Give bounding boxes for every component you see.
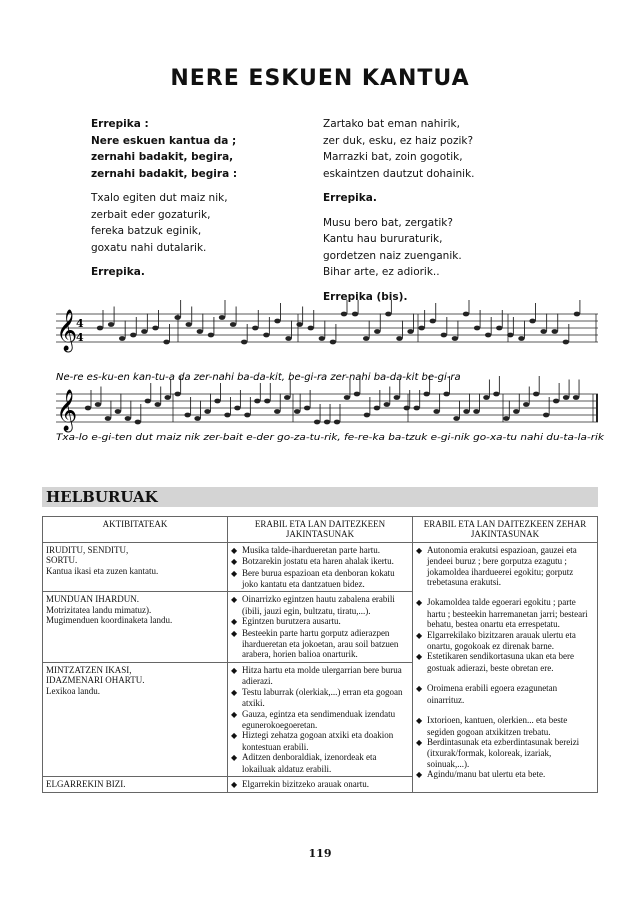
- activity-line: Mugimenduen koordinaketa landu.: [46, 615, 173, 626]
- lyric-line: Musu bero bat, zergatik?: [323, 216, 453, 229]
- note-head: [314, 420, 320, 425]
- knowledge-item: ◆ Hitza hartu eta molde ulergarrian bere burua adierazi.: [231, 664, 402, 687]
- note-head: [115, 409, 121, 414]
- note-head: [352, 312, 358, 317]
- music-score: [48, 300, 608, 450]
- diamond-bullet-icon: ◆: [416, 737, 423, 747]
- diamond-bullet-icon: ◆: [416, 545, 423, 555]
- diamond-bullet-icon: ◆: [231, 568, 238, 578]
- lyric-line: goxatu nahi dutalarik.: [91, 241, 207, 254]
- note-head: [433, 409, 439, 414]
- note-head: [119, 336, 125, 341]
- note-head: [523, 402, 529, 407]
- stanza: [91, 116, 291, 182]
- note-head: [186, 322, 192, 327]
- staff-1: [56, 314, 598, 342]
- activity-cell: [43, 542, 228, 592]
- note-head: [125, 416, 131, 421]
- note-head: [423, 392, 429, 397]
- activity-line: MUNDUAN IHARDUN.: [46, 594, 139, 605]
- activity-line: Kantua ikasi eta zuzen kantatu.: [46, 565, 159, 576]
- activity-line: SORTU.: [46, 555, 78, 566]
- note-head: [463, 409, 469, 414]
- note-head: [244, 413, 250, 418]
- time-signature-top: 4: [76, 317, 84, 330]
- knowledge-item: ◆ Gauza, egintza eta sendimenduak izendatu egunerokoegoeretan.: [231, 708, 396, 730]
- note-head: [263, 333, 269, 338]
- lyrics-right-column: [323, 116, 533, 313]
- note-head: [274, 409, 280, 414]
- lyric-line: zerbait eder gozaturik,: [91, 208, 211, 221]
- activity-line: Lexikoa landu.: [46, 685, 100, 696]
- note-head: [443, 392, 449, 397]
- diamond-bullet-icon: ◆: [416, 770, 423, 780]
- note-head: [404, 406, 410, 411]
- note-head: [252, 326, 258, 331]
- activity-line: ELGARREKIN BIZI.: [46, 778, 126, 789]
- note-head: [374, 329, 380, 334]
- note-head: [319, 336, 325, 341]
- stanza: [323, 116, 533, 182]
- knowledge-item: ◆ Oinarrizko egintzen hautu zabalena erabili (ibili, jauzi egin, bultzatu, tiratu,...).: [231, 594, 395, 616]
- diamond-bullet-icon: ◆: [231, 545, 238, 555]
- knowledge-cell: [228, 542, 413, 592]
- note-head: [108, 322, 114, 327]
- note-head: [540, 329, 546, 334]
- knowledge-cell: [228, 592, 413, 662]
- diamond-bullet-icon: ◆: [231, 628, 238, 638]
- knowledge-item: ◆ Elgarrekin bizitzeko arauak onartu.: [231, 778, 369, 789]
- lyrics-left-column: [91, 116, 291, 289]
- note-head: [503, 416, 509, 421]
- note-head: [141, 329, 147, 334]
- lyric-line: Errepika.: [91, 266, 145, 278]
- lyric-line: zernahi badakit, begira :: [91, 167, 238, 180]
- note-head: [105, 416, 111, 421]
- note-head: [394, 395, 400, 400]
- diamond-bullet-icon: ◆: [416, 598, 423, 608]
- note-head: [543, 413, 549, 418]
- note-head: [204, 409, 210, 414]
- note-head: [224, 413, 230, 418]
- note-head: [294, 409, 300, 414]
- table-body: [43, 542, 598, 793]
- note-head: [384, 402, 390, 407]
- note-head: [413, 406, 419, 411]
- note-head: [496, 326, 502, 331]
- note-head: [485, 333, 491, 338]
- table-header: AKTIBITATEAK: [43, 517, 228, 543]
- note-head: [452, 336, 458, 341]
- diamond-bullet-icon: ◆: [416, 652, 423, 662]
- lyric-line: eskaintzen dautzut dohainik.: [323, 167, 475, 180]
- knowledge-item: ◆ Bere burua espazioan eta denboran kokatu joko kantatu eta dantzatuen bidez.: [231, 567, 395, 590]
- diamond-bullet-icon: ◆: [231, 731, 238, 741]
- knowledge-cell: [228, 776, 413, 792]
- note-head: [573, 395, 579, 400]
- note-head: [85, 406, 91, 411]
- note-head: [374, 406, 380, 411]
- table-row: [43, 542, 598, 592]
- note-head: [230, 322, 236, 327]
- note-head: [463, 312, 469, 317]
- activity-line: IRUDITU, SENDITU,: [46, 544, 129, 555]
- note-head: [474, 326, 480, 331]
- treble-clef-icon: 𝄞: [56, 310, 78, 351]
- diamond-bullet-icon: ◆: [231, 617, 238, 627]
- note-head: [563, 395, 569, 400]
- cross-knowledge-item: ◆ Agindu/manu bat ulertu eta bete.: [416, 769, 546, 780]
- note-head: [296, 322, 302, 327]
- note-head: [234, 406, 240, 411]
- note-head: [441, 333, 447, 338]
- lyric-line: zernahi badakit, begira,: [91, 151, 234, 163]
- note-head: [285, 336, 291, 341]
- activity-line: IDAZMENARI OHARTU.: [46, 675, 145, 686]
- activity-line: Motrizitatea landu mimatuz).: [46, 604, 152, 615]
- note-head: [164, 395, 170, 400]
- knowledge-item: ◆ Musika talde-ihardueretan parte hartu.: [231, 544, 380, 555]
- note-head: [184, 413, 190, 418]
- note-head: [363, 336, 369, 341]
- time-signature-bottom: 4: [76, 331, 84, 344]
- activity-cell: [43, 662, 228, 776]
- note-head: [214, 399, 220, 404]
- lyric-line: Errepika :: [91, 118, 149, 130]
- note-head: [155, 402, 161, 407]
- knowledge-item: ◆ Botzarekin jostatu eta haren ahalak ikertu.: [231, 556, 394, 567]
- lyric-line: Zartako bat eman nahirik,: [323, 118, 460, 130]
- note-head: [241, 340, 247, 345]
- stanza: [323, 190, 533, 207]
- cross-knowledge-cell: [413, 542, 598, 793]
- lyric-line: Errepika.: [323, 192, 377, 204]
- staff-2: [56, 394, 598, 422]
- staff-2-notes: [85, 376, 579, 424]
- diamond-bullet-icon: ◆: [416, 684, 423, 694]
- section-heading: HELBURUAK: [42, 487, 598, 507]
- table-header: ERABIL ETA LAN DAITEZKEEN JAKINTASUNAK: [228, 517, 413, 543]
- cross-knowledge-item: ◆ Oroimena erabili egoera ezagunetan oinarrituz.: [416, 683, 558, 705]
- note-head: [308, 326, 314, 331]
- note-head: [274, 319, 280, 324]
- note-head: [574, 312, 580, 317]
- table-header: ERABIL ETA LAN DAITEZKEEN ZEHAR JAKINTASUNAK: [413, 517, 598, 543]
- treble-clef-icon: 𝄞: [56, 390, 78, 431]
- note-head: [341, 312, 347, 317]
- note-head: [264, 399, 270, 404]
- knowledge-cell: [228, 662, 413, 776]
- note-head: [304, 406, 310, 411]
- note-head: [284, 395, 290, 400]
- cross-knowledge-item: ◆ Jokamoldea talde egoerari egokitu ; parte hartu ; besteekin harremanetan jarri; besteari behatu, bestea onartu eta errespetatu.: [416, 597, 588, 630]
- stanza: [91, 264, 291, 281]
- cross-knowledge-item: ◆ Estetikaren sendikortasuna ukan eta bere gostuak adierazi, beste obretan ere.: [416, 651, 574, 673]
- note-head: [430, 319, 436, 324]
- note-head: [453, 416, 459, 421]
- note-head: [97, 326, 103, 331]
- diamond-bullet-icon: ◆: [416, 716, 423, 726]
- note-head: [208, 333, 214, 338]
- note-head: [513, 409, 519, 414]
- staff-1-lyrics: Ne-re es-ku-en kan-tu-a da zer-nahi ba-da-kit, be-gi-ra zer-nahi ba-da-kit be-gi-ra: [56, 372, 461, 383]
- note-head: [324, 420, 330, 425]
- note-head: [493, 392, 499, 397]
- note-head: [197, 329, 203, 334]
- page-title: NERE ESKUEN KANTUA: [170, 66, 470, 91]
- diamond-bullet-icon: ◆: [231, 687, 238, 697]
- staff-2-lyrics: Txa-lo e-gi-ten dut maiz nik zer-bait e-der go-za-tu-rik, fe-re-ka ba-tzuk e-gi-nik go-xa-tu nahi du-ta-la-rik: [56, 433, 605, 443]
- note-head: [418, 326, 424, 331]
- lyric-line: Nere eskuen kantua da ;: [91, 134, 237, 147]
- note-head: [194, 416, 200, 421]
- lyric-line: gordetzen naiz zuenganik.: [323, 249, 462, 262]
- note-head: [473, 409, 479, 414]
- stanza: [91, 190, 291, 256]
- page-number: 119: [308, 847, 332, 860]
- note-head: [95, 402, 101, 407]
- knowledge-item: ◆ Aditzen denboraldiak, izenordeak eta lokailuak aldatuz erabili.: [231, 752, 377, 774]
- note-head: [254, 399, 260, 404]
- diamond-bullet-icon: ◆: [231, 665, 238, 675]
- lyric-line: Bihar arte, ez adiorik..: [323, 266, 440, 278]
- activity-line: MINTZATZEN IKASI,: [46, 664, 132, 675]
- lyric-line: Kantu hau bururaturik,: [323, 233, 443, 245]
- note-head: [354, 392, 360, 397]
- note-head: [152, 326, 158, 331]
- lyric-line: zer duk, esku, ez haiz pozik?: [323, 134, 474, 147]
- note-head: [407, 329, 413, 334]
- activity-cell: [43, 592, 228, 662]
- note-head: [135, 420, 141, 425]
- note-head: [396, 336, 402, 341]
- diamond-bullet-icon: ◆: [231, 779, 238, 789]
- lyric-line: fereka batzuk eginik,: [91, 225, 202, 237]
- knowledge-item: ◆ Egintzen burutzera ausartu.: [231, 616, 341, 627]
- note-head: [364, 413, 370, 418]
- diamond-bullet-icon: ◆: [231, 753, 238, 763]
- note-head: [533, 392, 539, 397]
- note-head: [552, 329, 558, 334]
- note-head: [330, 340, 336, 345]
- note-head: [529, 319, 535, 324]
- note-head: [174, 392, 180, 397]
- note-head: [385, 312, 391, 317]
- lyric-line: Errepika (bis).: [323, 290, 408, 303]
- cross-knowledge-item: ◆ Autonomia erakutsi espazioan, gauzei eta jendeei buruz ; bere gorputza ezagutu ; jokamoldea ihardueerei egokitu; gorputz trebetasuna erakutsi.: [416, 544, 577, 588]
- note-head: [219, 315, 225, 320]
- note-head: [130, 333, 136, 338]
- cross-knowledge-item: ◆ Berdintasunak eta ezberdintasunak bereizi (itxurak/formak, koloreak, izariak, soinuak,...).: [416, 736, 580, 769]
- knowledge-item: ◆ Testu laburrak (olerkiak,...) erran eta gogoan atxiki.: [231, 686, 403, 709]
- stanza: [323, 215, 533, 281]
- note-head: [145, 399, 151, 404]
- note-head: [344, 395, 350, 400]
- diamond-bullet-icon: ◆: [416, 630, 423, 640]
- lyric-line: Marrazki bat, zoin gogotik,: [323, 151, 463, 163]
- diamond-bullet-icon: ◆: [231, 709, 238, 719]
- note-head: [553, 399, 559, 404]
- knowledge-item: ◆ Hiztegi zehatza gogoan atxiki eta doakion kontestuan erabili.: [231, 730, 394, 752]
- note-head: [334, 420, 340, 425]
- lyric-line: Txalo egiten dut maiz nik,: [91, 192, 228, 204]
- note-head: [483, 395, 489, 400]
- objectives-table: [42, 516, 598, 793]
- diamond-bullet-icon: ◆: [231, 557, 238, 567]
- knowledge-item: ◆ Besteekin parte hartu gorputz adierazpen ihardueretan eta jokoetan, arau soil batzuen arabera, horien balioa onarturik.: [231, 627, 399, 660]
- note-head: [163, 340, 169, 345]
- cross-knowledge-item: ◆ Ixtorioen, kantuen, olerkien... eta beste segiden gogoan atxikitzen trebatu.: [416, 715, 568, 737]
- cross-knowledge-item: ◆ Elgarrekilako bizitzaren arauak ulertu eta onartu, gogokoak ez direnak barne.: [416, 629, 576, 652]
- diamond-bullet-icon: ◆: [231, 595, 238, 605]
- note-head: [518, 336, 524, 341]
- note-head: [563, 340, 569, 345]
- activity-cell: [43, 776, 228, 792]
